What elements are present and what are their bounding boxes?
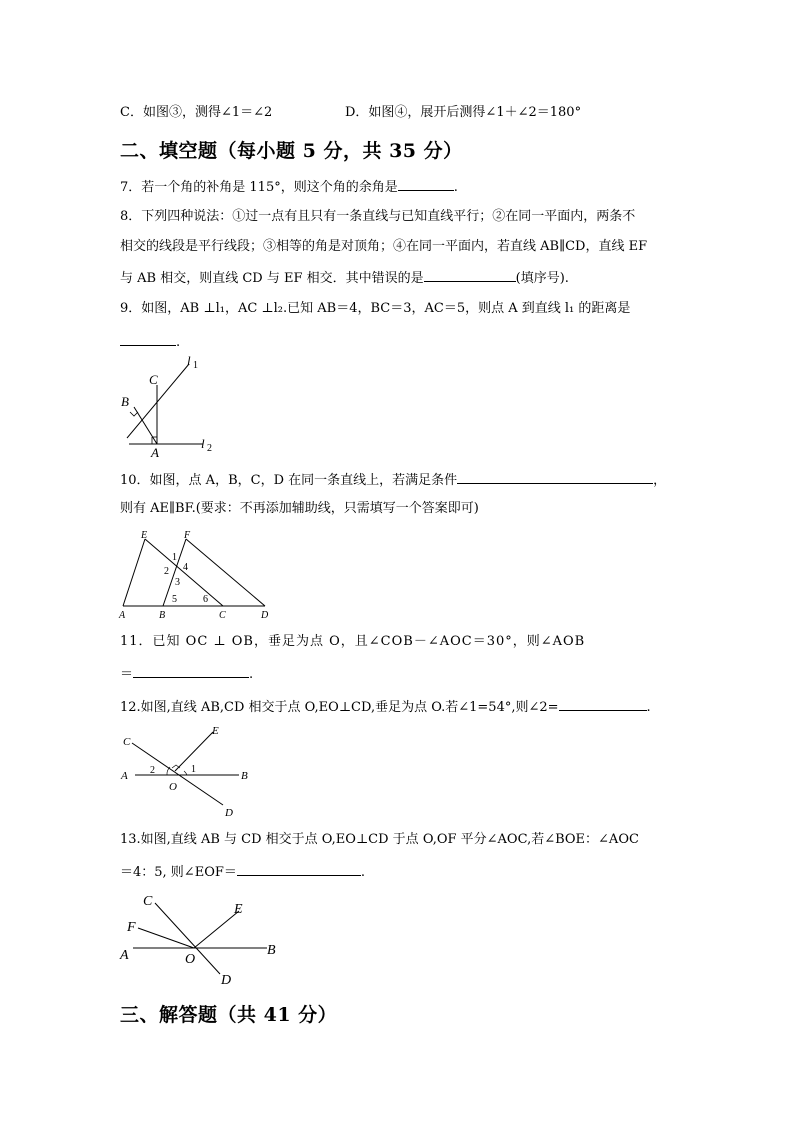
label-d: D [261, 610, 269, 621]
question-7-text: 7．若一个角的补角是 115°，则这个角的余角是 [120, 180, 398, 195]
question-12 [120, 697, 651, 717]
label-o: O [185, 952, 196, 967]
question-8-text: 与 AB 相交，则直线 CD 与 EF 相交．其中错误的是 [120, 271, 424, 286]
label-l2-sub: 2 [207, 443, 212, 454]
question-9: 9．如图，AB ⊥l₁，AC ⊥l₂.已知 AB＝4，BC＝3，AC＝5，则点 A 到直线 l₁ 的距离是 [120, 301, 631, 316]
label-c: C [219, 610, 226, 621]
question-11-text: ＝ [120, 667, 134, 682]
question-9-answer [120, 332, 180, 352]
figure-q9 [115, 350, 225, 462]
question-10-end: ， [653, 473, 667, 488]
angle-1: 1 [172, 552, 177, 563]
section-title-fill-in: 二、填空题（每小题 5 分，共 35 分） [120, 140, 463, 162]
question-8-end: (填序号). [515, 271, 569, 286]
option-d: D．如图④，展开后测得∠1＋∠2＝180° [345, 105, 582, 120]
question-13-line-1: 13.如图,直线 AB 与 CD 相交于点 O,EO⊥CD 于点 O,OF 平分∠AOC,若∠BOE：∠AOC [120, 832, 639, 847]
figure-q12 [115, 722, 265, 820]
question-8-line-2: 相交的线段是平行线段；③相等的角是对顶角；④在同一平面内，若直线 AB∥CD，直线 EF [120, 239, 648, 254]
angle-2: 2 [164, 566, 169, 577]
figure-q10 [115, 528, 285, 620]
label-a: A [120, 948, 129, 963]
label-d: D [221, 973, 232, 988]
question-9-end: . [176, 335, 181, 350]
question-13-end: . [360, 865, 366, 880]
question-7-end: . [453, 180, 458, 195]
angle-1: 1 [191, 764, 196, 775]
question-12-text: 12.如图,直线 AB,CD 相交于点 O,EO⊥CD,垂足为点 O.若∠1=54°,则∠2= [120, 700, 559, 715]
question-11-end: . [249, 667, 254, 682]
answer-blank-12[interactable] [559, 697, 647, 711]
label-a: A [119, 610, 126, 621]
answer-blank-11[interactable] [133, 664, 249, 678]
question-10-text: 10．如图，点 A，B，C，D 在同一条直线上，若满足条件 [120, 473, 458, 488]
question-10-line-2: 则有 AE∥BF.(要求：不再添加辅助线，只需填写一个答案即可) [120, 501, 479, 516]
question-13-text: ＝4：5, 则∠EOF＝ [120, 865, 237, 880]
answer-blank-10[interactable] [457, 470, 653, 484]
angle-6: 6 [203, 594, 208, 605]
question-8-line-3 [120, 268, 569, 288]
option-c: C．如图③，测得∠1＝∠2 [120, 105, 273, 120]
angle-5: 5 [172, 594, 177, 605]
question-7 [120, 177, 458, 197]
label-d: D [225, 807, 233, 819]
answer-blank-8[interactable] [424, 268, 516, 282]
answer-blank-9[interactable] [120, 332, 176, 346]
angle-2: 2 [150, 765, 155, 776]
label-f: F [127, 920, 136, 935]
label-a: A [121, 770, 128, 782]
label-o: O [169, 781, 177, 793]
label-e: E [141, 530, 148, 541]
label-l1-sub: 1 [193, 360, 198, 371]
question-10-line-1 [120, 470, 666, 490]
label-b: B [241, 770, 248, 782]
question-11-line-2 [120, 664, 253, 684]
label-l2: l [201, 436, 205, 451]
question-11-line-1: 11．已知 OC ⊥ OB，垂足为点 O，且∠COB－∠AOC＝30°，则∠AOB [120, 634, 586, 649]
angle-3: 3 [175, 577, 180, 588]
angle-4: 4 [183, 562, 188, 573]
answer-blank-13[interactable] [237, 862, 361, 876]
label-e: E [212, 725, 219, 737]
question-13-line-2 [120, 862, 365, 882]
label-a: A [151, 445, 159, 460]
label-c: C [143, 894, 153, 909]
question-8-line-1: 8．下列四种说法：①过一点有且只有一条直线与已知直线平行；②在同一平面内，两条不 [120, 209, 636, 224]
label-l1: l [187, 353, 191, 368]
question-12-end: . [646, 700, 651, 715]
label-b: B [159, 610, 166, 621]
label-c: C [149, 372, 158, 387]
figure-q13 [115, 886, 295, 990]
answer-blank-7[interactable] [398, 177, 454, 191]
label-b: B [267, 943, 276, 958]
label-f: F [184, 530, 191, 541]
label-e: E [234, 902, 243, 917]
section-title-solve: 三、解答题（共 41 分） [120, 1004, 338, 1026]
label-c: C [123, 736, 131, 748]
label-b: B [121, 394, 129, 409]
